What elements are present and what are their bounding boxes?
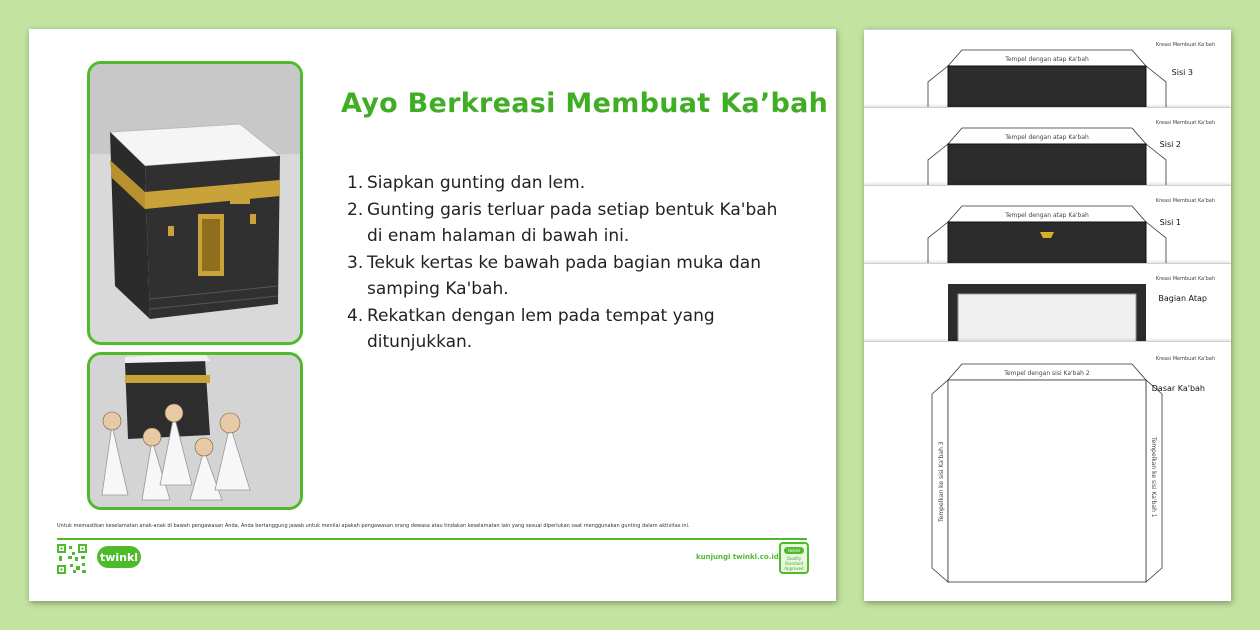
sheet-heading: Kreasi Membuat Ka'bah bbox=[1155, 356, 1215, 362]
step-item bbox=[347, 250, 787, 303]
visit-link[interactable]: kunjungi twinkl.co.id bbox=[696, 553, 779, 561]
base-left-tab-text: Tempelkan ke sisi Ka'bah 3 bbox=[938, 441, 945, 522]
step-number: 4. bbox=[347, 305, 364, 326]
base-label: Dasar Ka'bah bbox=[1151, 384, 1205, 393]
safety-note: Untuk memastikan keselamatan anak-anak di bawah pengawasan Anda, Anda bertanggung jawab untuk menilai apakah pengawasan orang dewasa atau tindakan keselamatan lain yang sesuai diperlukan saat menggunakan gunting dalam aktivitas ini. bbox=[57, 523, 690, 529]
step-text: Siapkan gunting dan lem. bbox=[367, 173, 586, 193]
step-text: Rekatkan dengan lem pada tempat yang ditunjukkan. bbox=[367, 305, 715, 352]
side-1-tab-text: Tempel dengan atap Ka'bah bbox=[1005, 212, 1089, 219]
step-number: 2. bbox=[347, 199, 364, 220]
side-1-label: Sisi 1 bbox=[1159, 218, 1181, 227]
step-item bbox=[347, 303, 787, 356]
sheet-heading: Kreasi Membuat Ka'bah bbox=[1155, 42, 1215, 48]
step-item bbox=[347, 170, 787, 197]
kaaba-model-image bbox=[90, 64, 300, 342]
side-3-label: Sisi 3 bbox=[1171, 68, 1193, 77]
page-title: Ayo Berkreasi Membuat Ka’bah bbox=[341, 88, 829, 119]
kaaba-model-photo bbox=[87, 61, 303, 345]
template-stack bbox=[864, 29, 1231, 601]
sheet-heading: Kreasi Membuat Ka'bah bbox=[1155, 120, 1215, 126]
sheet-heading: Kreasi Membuat Ka'bah bbox=[1155, 198, 1215, 204]
badge-text: Quality Standard Approved bbox=[784, 556, 804, 571]
step-item bbox=[347, 197, 787, 250]
step-number: 1. bbox=[347, 173, 364, 193]
qr-code-icon bbox=[57, 544, 87, 574]
sheet-heading: Kreasi Membuat Ka'bah bbox=[1155, 276, 1215, 282]
base-right-tab-text: Tempelkan ke sisi Ka'bah 1 bbox=[1150, 437, 1157, 518]
roof-label: Bagian Atap bbox=[1158, 294, 1207, 303]
base-template-shape bbox=[864, 342, 1231, 601]
side-2-label: Sisi 2 bbox=[1159, 140, 1181, 149]
instruction-page bbox=[29, 29, 836, 601]
pilgrims-model-image bbox=[90, 355, 300, 507]
badge-logo: twinkl bbox=[784, 547, 804, 554]
twinkl-logo: twinkl bbox=[97, 546, 141, 568]
footer-divider bbox=[57, 538, 807, 540]
side-2-tab-text: Tempel dengan atap Ka'bah bbox=[1005, 134, 1089, 141]
step-text: Tekuk kertas ke bawah pada bagian muka dan samping Ka'bah. bbox=[367, 252, 761, 299]
step-text: Gunting garis terluar pada setiap bentuk Ka'bah di enam halaman di bawah ini. bbox=[367, 199, 778, 246]
instruction-steps bbox=[347, 170, 787, 356]
pilgrims-model-photo bbox=[87, 352, 303, 510]
quality-badge bbox=[779, 542, 809, 574]
side-3-tab-text: Tempel dengan atap Ka'bah bbox=[1005, 56, 1089, 63]
base-tab-text: Tempel dengan sisi Ka'bah 2 bbox=[1004, 370, 1090, 377]
template-sheet-base bbox=[864, 341, 1231, 601]
step-number: 3. bbox=[347, 252, 364, 273]
